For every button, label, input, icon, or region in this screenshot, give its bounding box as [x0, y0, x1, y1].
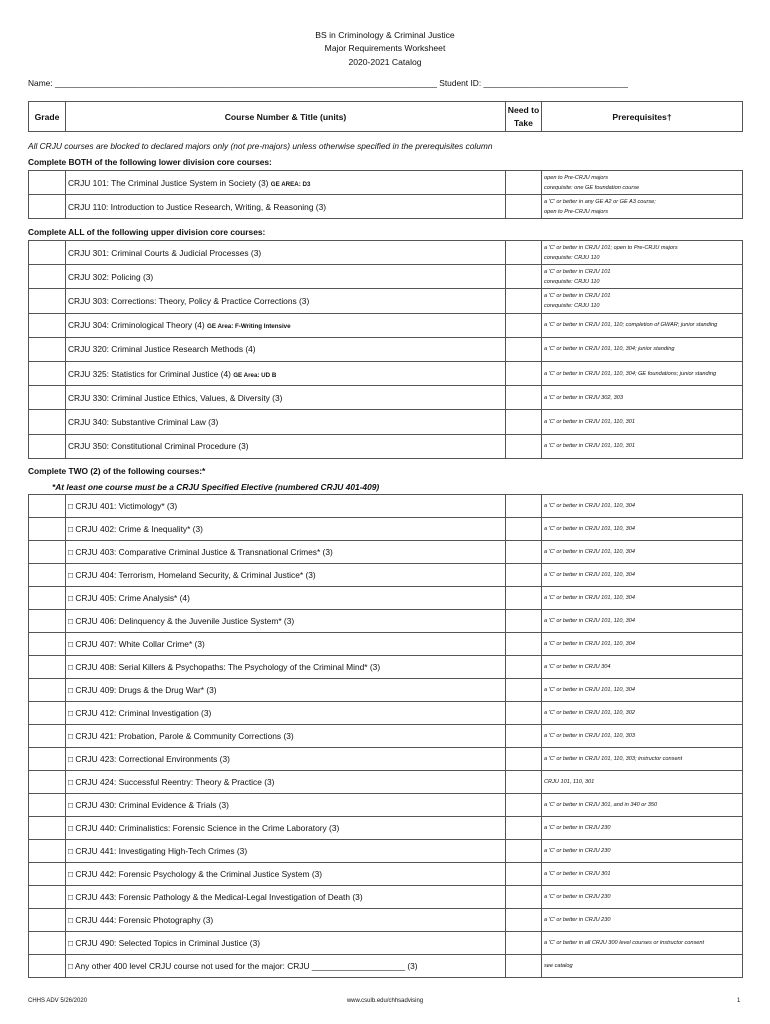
lower-core-table: [28, 170, 743, 219]
elective-course-checkbox[interactable]: □ CRJU 442: Forensic Psychology & the Criminal Justice System (3): [66, 863, 506, 886]
prereq-cell: [542, 386, 743, 410]
grade-cell[interactable]: [29, 633, 66, 656]
table-row: [29, 541, 743, 564]
grade-cell[interactable]: [29, 289, 66, 313]
prereq-line: open to Pre-CRJU majors: [544, 208, 609, 215]
table-row: [29, 679, 743, 702]
header-table: [28, 101, 743, 132]
grade-cell[interactable]: [29, 541, 66, 564]
grade-cell[interactable]: [29, 410, 66, 434]
course-title: CRJU 325: Statistics for Criminal Justice (4): [68, 368, 234, 379]
prereq-cell: a 'C' or better in CRJU 230: [542, 817, 743, 840]
course-cell: [66, 265, 506, 289]
grade-cell[interactable]: [29, 656, 66, 679]
table-row: [29, 495, 743, 518]
elective-course-checkbox[interactable]: □ CRJU 402: Crime & Inequality* (3): [66, 518, 506, 541]
need-to-take-cell[interactable]: [506, 840, 542, 863]
course-title: CRJU 330: Criminal Justice Ethics, Values, & Diversity (3): [68, 392, 283, 403]
catalog-year: 2020-2021 Catalog: [348, 57, 422, 67]
need-to-take-cell[interactable]: [506, 495, 542, 518]
course-cell: [66, 361, 506, 385]
prereq-cell: [542, 434, 743, 458]
grade-cell[interactable]: [29, 748, 66, 771]
grade-cell[interactable]: [29, 241, 66, 265]
elective-course-checkbox[interactable]: □ CRJU 443: Forensic Pathology & the Medical-Legal Investigation of Death (3): [66, 886, 506, 909]
prereq-cell: a 'C' or better in CRJU 230: [542, 909, 743, 932]
prereq-cell: a 'C' or better in CRJU 101, 110, 304: [542, 518, 743, 541]
elective-course-checkbox[interactable]: □ CRJU 408: Serial Killers & Psychopaths: The Psychology of the Criminal Mind* (3): [66, 656, 506, 679]
course-header: Course Number & Title (units): [66, 102, 506, 132]
need-to-take-cell[interactable]: [506, 794, 542, 817]
prereq-cell: a 'C' or better in CRJU 101, 110, 304: [542, 610, 743, 633]
need-header: Need to Take: [506, 102, 542, 132]
name-student-id-line[interactable]: Name: __________________________________________________________________________________ Student ID: _______________________________: [28, 78, 628, 88]
elective-course-checkbox[interactable]: □ CRJU 409: Drugs & the Drug War* (3): [66, 679, 506, 702]
course-title: CRJU 301: Criminal Courts & Judicial Processes (3): [68, 247, 262, 258]
table-row: [29, 313, 743, 337]
table-row: [29, 564, 743, 587]
prereq-cell: see catalog: [542, 955, 743, 978]
table-row: [29, 932, 743, 955]
prereq-cell: a 'C' or better in CRJU 101, 110, 304: [542, 587, 743, 610]
table-row: [29, 656, 743, 679]
footer-url: www.csulb.edu/chhsadvising: [346, 998, 424, 1004]
table-row: [29, 361, 743, 385]
need-to-take-cell[interactable]: [506, 313, 542, 337]
need-to-take-cell[interactable]: [506, 564, 542, 587]
prereq-line: a 'C' or better in CRJU 302, 303: [544, 394, 623, 401]
course-title: CRJU 304: Criminological Theory (4): [68, 320, 208, 331]
need-to-take-cell[interactable]: [506, 656, 542, 679]
elective-course-checkbox[interactable]: □ Any other 400 level CRJU course not used for the major: CRJU ____________________ (3): [66, 955, 506, 978]
prereq-line: a 'C' or better in any GE A2 or GE A3 course;: [544, 198, 656, 205]
need-to-take-cell[interactable]: [506, 633, 542, 656]
grade-cell[interactable]: [29, 587, 66, 610]
need-to-take-cell[interactable]: [506, 679, 542, 702]
table-row: [29, 748, 743, 771]
elective-course-checkbox[interactable]: □ CRJU 441: Investigating High-Tech Crimes (3): [66, 840, 506, 863]
footer-form-id: CHHS ADV 5/26/2020: [28, 998, 88, 1004]
course-cell: [66, 171, 506, 195]
prereq-line: corequisite: one GE foundation course: [544, 184, 640, 191]
course-cell: [66, 386, 506, 410]
prereq-cell: a 'C' or better in CRJU 101, 110, 304: [542, 495, 743, 518]
prereq-cell: a 'C' or better in all CRJU 300 level courses or instructor consent: [542, 932, 743, 955]
prereq-line: a 'C' or better in CRJU 101, 110; completion of GWAR; junior standing: [544, 322, 718, 329]
prereq-line: corequisite: CRJU 110: [544, 254, 600, 261]
need-to-take-cell[interactable]: [506, 725, 542, 748]
elective-course-checkbox[interactable]: □ CRJU 490: Selected Topics in Criminal Justice (3): [66, 932, 506, 955]
grade-cell[interactable]: [29, 171, 66, 195]
grade-cell[interactable]: [29, 679, 66, 702]
course-title: CRJU 350: Constitutional Criminal Procedure (3): [68, 441, 249, 452]
course-title: CRJU 320: Criminal Justice Research Methods (4): [68, 344, 256, 355]
elective-course-checkbox[interactable]: □ CRJU 412: Criminal Investigation (3): [66, 702, 506, 725]
electives-subnote: *At least one course must be a CRJU Specified Elective (numbered CRJU 401-409): [52, 482, 380, 492]
prereq-cell: a 'C' or better in CRJU 101, 110, 304: [542, 633, 743, 656]
prereq-cell: a 'C' or better in CRJU 304: [542, 656, 743, 679]
elective-course-checkbox[interactable]: □ CRJU 423: Correctional Environments (3): [66, 748, 506, 771]
grade-cell[interactable]: [29, 518, 66, 541]
course-title: CRJU 302: Policing (3): [68, 271, 154, 282]
table-row: [29, 886, 743, 909]
prereq-cell: a 'C' or better in CRJU 301: [542, 863, 743, 886]
need-to-take-cell[interactable]: [506, 386, 542, 410]
table-row: [29, 171, 743, 195]
table-row: [29, 195, 743, 219]
electives-table: [28, 494, 743, 978]
table-row: [29, 289, 743, 313]
table-row: [29, 610, 743, 633]
prereq-cell: a 'C' or better in CRJU 230: [542, 886, 743, 909]
grade-cell[interactable]: [29, 909, 66, 932]
prereq-line: a 'C' or better in CRJU 101, 110, 301: [544, 443, 635, 450]
prereq-cell: a 'C' or better in CRJU 101, 110, 304: [542, 541, 743, 564]
prereq-cell: [542, 361, 743, 385]
need-to-take-cell[interactable]: [506, 955, 542, 978]
need-to-take-cell[interactable]: [506, 410, 542, 434]
ge-area-label: GE Area: F-Writing Intensive: [207, 323, 291, 331]
prereq-cell: a 'C' or better in CRJU 230: [542, 840, 743, 863]
table-row: [29, 434, 743, 458]
elective-course-checkbox[interactable]: □ CRJU 424: Successful Reentry: Theory & Practice (3): [66, 771, 506, 794]
worksheet-subtitle: Major Requirements Worksheet: [324, 43, 446, 53]
prereq-cell: a 'C' or better in CRJU 101, 110, 304: [542, 679, 743, 702]
prereq-line: corequisite: CRJU 110: [544, 278, 600, 285]
grade-cell[interactable]: [29, 495, 66, 518]
course-title: CRJU 110: Introduction to Justice Research, Writing, & Reasoning (3): [68, 201, 327, 212]
elective-course-checkbox[interactable]: □ CRJU 404: Terrorism, Homeland Security, & Criminal Justice* (3): [66, 564, 506, 587]
need-to-take-cell[interactable]: [506, 771, 542, 794]
grade-cell[interactable]: [29, 955, 66, 978]
grade-cell[interactable]: [29, 725, 66, 748]
grade-cell[interactable]: [29, 886, 66, 909]
elective-course-checkbox[interactable]: □ CRJU 407: White Collar Crime* (3): [66, 633, 506, 656]
need-to-take-cell[interactable]: [506, 265, 542, 289]
elective-course-checkbox[interactable]: □ CRJU 444: Forensic Photography (3): [66, 909, 506, 932]
blocked-note: All CRJU courses are blocked to declared majors only (not pre-majors) unless otherwise specified in the prerequisites column: [28, 141, 493, 151]
need-to-take-cell[interactable]: [506, 863, 542, 886]
course-cell: [66, 337, 506, 361]
grade-cell[interactable]: [29, 195, 66, 219]
ge-area-label: GE Area: UD B: [233, 371, 277, 379]
prereq-cell: CRJU 101, 110, 301: [542, 771, 743, 794]
need-to-take-cell[interactable]: [506, 434, 542, 458]
need-to-take-cell[interactable]: [506, 541, 542, 564]
table-row: [29, 410, 743, 434]
prereq-line: a 'C' or better in CRJU 101: [544, 268, 611, 275]
upper-core-heading: Complete ALL of the following upper division core courses:: [28, 227, 266, 237]
prereq-cell: [542, 337, 743, 361]
need-to-take-cell[interactable]: [506, 909, 542, 932]
table-row: [29, 955, 743, 978]
table-row: [29, 863, 743, 886]
prereq-cell: [542, 313, 743, 337]
course-title: CRJU 101: The Criminal Justice System in Society (3): [68, 177, 271, 188]
prereq-cell: [542, 171, 743, 195]
grade-cell[interactable]: [29, 265, 66, 289]
table-row: [29, 241, 743, 265]
course-cell: [66, 195, 506, 219]
grade-cell[interactable]: [29, 794, 66, 817]
need-to-take-cell[interactable]: [506, 518, 542, 541]
prereq-cell: [542, 241, 743, 265]
need-to-take-cell[interactable]: [506, 241, 542, 265]
table-row: [29, 909, 743, 932]
prereq-line: a 'C' or better in CRJU 101; open to Pre-CRJU majors: [544, 244, 678, 251]
prereq-line: corequisite: CRJU 110: [544, 302, 600, 309]
prereq-cell: [542, 410, 743, 434]
lower-core-heading: Complete BOTH of the following lower division core courses:: [28, 157, 272, 167]
need-to-take-cell[interactable]: [506, 817, 542, 840]
need-to-take-cell[interactable]: [506, 702, 542, 725]
prereq-line: a 'C' or better in CRJU 101, 110, 304; junior standing: [544, 346, 675, 353]
ge-area-label: GE AREA: D3: [270, 180, 311, 188]
need-to-take-cell[interactable]: [506, 748, 542, 771]
table-row: [29, 771, 743, 794]
prereq-line: a 'C' or better in CRJU 101, 110, 304; GE foundations; junior standing: [544, 370, 717, 377]
table-row: [29, 518, 743, 541]
table-row: [29, 587, 743, 610]
elective-course-checkbox[interactable]: □ CRJU 403: Comparative Criminal Justice & Transnational Crimes* (3): [66, 541, 506, 564]
grade-cell[interactable]: [29, 702, 66, 725]
need-to-take-cell[interactable]: [506, 587, 542, 610]
course-cell: [66, 410, 506, 434]
table-row: [29, 337, 743, 361]
need-to-take-cell[interactable]: [506, 171, 542, 195]
course-cell: [66, 313, 506, 337]
prereq-cell: a 'C' or better in CRJU 101, 110, 302: [542, 702, 743, 725]
need-to-take-cell[interactable]: [506, 337, 542, 361]
electives-heading: Complete TWO (2) of the following courses:*: [28, 466, 206, 476]
elective-course-checkbox[interactable]: □ CRJU 401: Victimology* (3): [66, 495, 506, 518]
grade-cell[interactable]: [29, 610, 66, 633]
prereq-cell: a 'C' or better in CRJU 101, 110, 303: [542, 725, 743, 748]
footer-page-number: 1: [737, 998, 741, 1004]
need-to-take-cell[interactable]: [506, 932, 542, 955]
prereq-cell: [542, 265, 743, 289]
grade-cell[interactable]: [29, 564, 66, 587]
table-row: [29, 794, 743, 817]
elective-course-checkbox[interactable]: □ CRJU 440: Criminalistics: Forensic Science in the Crime Laboratory (3): [66, 817, 506, 840]
course-title: CRJU 303: Corrections: Theory, Policy & Practice Corrections (3): [68, 295, 310, 306]
table-row: [29, 702, 743, 725]
table-row: [29, 633, 743, 656]
grade-cell[interactable]: [29, 434, 66, 458]
elective-course-checkbox[interactable]: □ CRJU 430: Criminal Evidence & Trials (3): [66, 794, 506, 817]
upper-core-table: [28, 240, 743, 459]
prereq-line: open to Pre-CRJU majors: [544, 174, 609, 181]
table-row: [29, 817, 743, 840]
prereq-line: a 'C' or better in CRJU 101, 110, 301: [544, 418, 635, 425]
need-to-take-cell[interactable]: [506, 361, 542, 385]
need-to-take-cell[interactable]: [506, 289, 542, 313]
course-cell: [66, 289, 506, 313]
table-row: [29, 725, 743, 748]
prereq-cell: a 'C' or better in CRJU 101, 110, 303; instructor consent: [542, 748, 743, 771]
table-row: [29, 386, 743, 410]
elective-course-checkbox[interactable]: □ CRJU 405: Crime Analysis* (4): [66, 587, 506, 610]
prereq-header: Prerequisites†: [542, 102, 743, 132]
table-row: [29, 265, 743, 289]
need-to-take-cell[interactable]: [506, 886, 542, 909]
elective-course-checkbox[interactable]: □ CRJU 406: Delinquency & the Juvenile Justice System* (3): [66, 610, 506, 633]
grade-cell[interactable]: [29, 386, 66, 410]
prereq-line: a 'C' or better in CRJU 101: [544, 292, 611, 299]
grade-cell[interactable]: [29, 771, 66, 794]
grade-cell[interactable]: [29, 817, 66, 840]
course-title: CRJU 340: Substantive Criminal Law (3): [68, 416, 219, 427]
grade-header: Grade: [29, 102, 66, 132]
prereq-cell: a 'C' or better in CRJU 301, and in 340 or 350: [542, 794, 743, 817]
grade-cell[interactable]: [29, 337, 66, 361]
grade-cell[interactable]: [29, 361, 66, 385]
need-to-take-cell[interactable]: [506, 195, 542, 219]
course-cell: [66, 434, 506, 458]
prereq-cell: [542, 289, 743, 313]
course-cell: [66, 241, 506, 265]
grade-cell[interactable]: [29, 932, 66, 955]
grade-cell[interactable]: [29, 313, 66, 337]
grade-cell[interactable]: [29, 863, 66, 886]
prereq-cell: a 'C' or better in CRJU 101, 110, 304: [542, 564, 743, 587]
table-row: [29, 840, 743, 863]
need-to-take-cell[interactable]: [506, 610, 542, 633]
worksheet-title: BS in Criminology & Criminal Justice: [315, 30, 455, 40]
prereq-cell: [542, 195, 743, 219]
grade-cell[interactable]: [29, 840, 66, 863]
elective-course-checkbox[interactable]: □ CRJU 421: Probation, Parole & Community Corrections (3): [66, 725, 506, 748]
